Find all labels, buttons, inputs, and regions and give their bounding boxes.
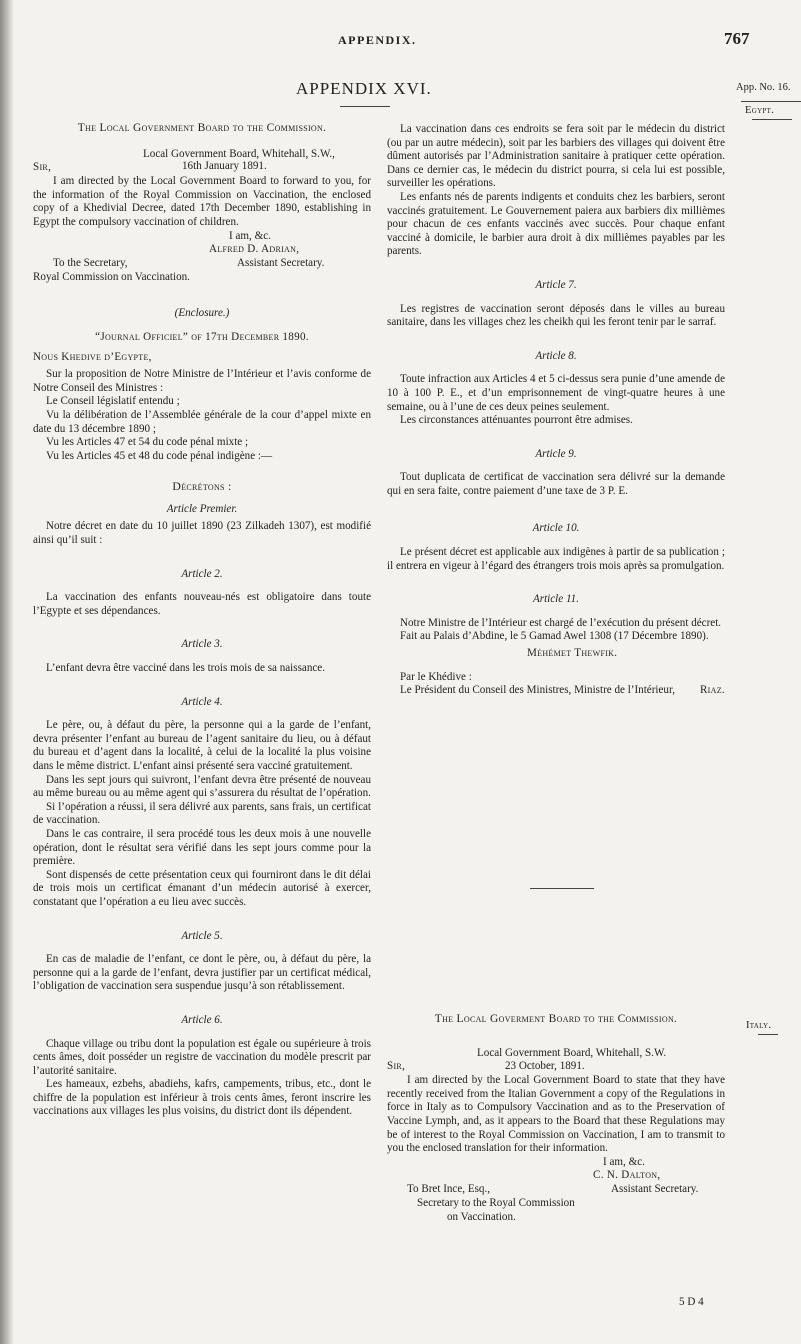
egypt-letter-heading: The Local Government Board to the Commission. xyxy=(77,122,327,134)
egypt-letter-body: I am directed by the Local Government Board to forward to you, for the information of the Royal Commission on Vaccination, the enclosed copy of a Khedivial Decree, dated 17th December 1890, establishing in Egypt the compulsory vaccination of children. xyxy=(33,175,371,228)
decree-signature-riaz: Riaz. xyxy=(699,683,725,696)
decree-recital-4: Vu les Articles 47 et 54 du code pénal mixte ; xyxy=(46,436,249,449)
article-1-title: Article Premier. xyxy=(166,502,238,515)
egypt-address: Local Government Board, Whitehall, S.W., xyxy=(143,147,335,160)
article-1-text: Notre décret en date du 10 juillet 1890 (23 Zilkadeh 1307), est modifié ainsi qu’il suit : xyxy=(33,520,371,547)
italy-closing: I am, &c. xyxy=(603,1155,645,1168)
left-column xyxy=(33,122,371,1119)
article-11-text: Notre Ministre de l’Intérieur est chargé de l’exécution du présent décret. xyxy=(400,616,722,629)
margin-rule xyxy=(741,101,801,102)
margin-egypt: Egypt. xyxy=(745,105,775,116)
article-6-para-2: Les hameaux, ezbehs, abadiehs, kafrs, campements, tribus, etc., dont le chiffre de la population est inférieur à trois cents âmes, feront inscrire les vaccinations aux villages les plus voisins, du district dont ils dépendent. xyxy=(33,1078,371,1118)
decree-signature-thewfik: Méhémet Thewfik. xyxy=(527,647,618,660)
decree-president: Le Président du Conseil des Ministres, Ministre de l’Intérieur, xyxy=(400,684,675,697)
article-2-text: La vaccination des enfants nouveau-nés est obligatoire dans toute l’Egypte et ses dépendances. xyxy=(33,591,371,617)
decree-recital-3: Vu la délibération de l’Assemblée générale de la cour d’appel mixte en date du 13 décembre 1890 ; xyxy=(33,408,371,435)
italy-date: 23 October, 1891. xyxy=(505,1060,585,1073)
right-column xyxy=(387,123,725,697)
margin-rule-italy xyxy=(758,1034,778,1035)
decree-par-khedive: Par le Khédive : xyxy=(400,670,472,683)
nous-khedive: Nous Khedive d’Egypte, xyxy=(33,350,152,363)
italy-addressee-line2: Secretary to the Royal Commission xyxy=(417,1196,575,1209)
article-9-title: Article 9. xyxy=(535,447,577,460)
page-number: 767 xyxy=(724,29,750,48)
decretons: Décrétons : xyxy=(172,479,232,494)
decree-recital-1: Sur la proposition de Notre Ministre de l’Intérieur et l’avis conforme de Notre Conseil des Ministres : xyxy=(33,368,371,394)
italy-letter-body: I am directed by the Local Government Board to state that they have recently received from the Italian Government a copy of the Regulations in force in Italy as to Compulsory Vaccination and as to the Preservation of Vaccine Lymph, and, as it appears to the Board that these Regulations may be of interest to the Royal Commission on Vaccination, I am to transmit to you the enclosed translation for their information. xyxy=(387,1074,725,1155)
article-4-title: Article 4. xyxy=(181,695,223,708)
margin-italy: Italy. xyxy=(746,1020,772,1031)
article-4-para-4: Dans le cas contraire, il sera procédé tous les deux mois à une nouvelle opération, dont le résultat sera vérifié dans les sept jours comme pour la première. xyxy=(33,827,371,868)
appendix-title: APPENDIX XVI. xyxy=(296,79,432,98)
italy-salutation: Sir, xyxy=(387,1060,406,1073)
article-8-para-1: Toute infraction aux Articles 4 et 5 ci-dessus sera punie d’une amende de 10 à 100 P. E., et d’un emprisonnement de vingt-quatre heures à une semaine, ou à l’une de ces deux peines seulement. xyxy=(387,373,725,413)
journal-officiel: “Journal Officiel” of 17th December 1890. xyxy=(95,330,309,343)
egypt-signatory-title: Assistant Secretary. xyxy=(237,256,325,269)
article-6-para-3: La vaccination dans ces endroits se fera soit par le médecin du district (ou par un autre médecin), soit par les barbiers des villages qui doivent être dûment autorisés par l’Administration sanitaire à pratiquer cette opération. Dans ce dernier cas, le médecin du district pourra, si cela lui est possible, surveiller les opérations. xyxy=(387,123,725,190)
title-rule xyxy=(340,106,390,107)
italy-letter-heading: The Local Goverment Board to the Commission. xyxy=(434,1013,678,1025)
article-9-text: Tout duplicata de certificat de vaccination sera délivré sur la demande qui en sera faite, contre paiement d’une taxe de 3 P. E. xyxy=(387,471,725,497)
italy-address: Local Government Board, Whitehall, S.W. xyxy=(477,1046,667,1059)
running-head: APPENDIX. xyxy=(338,33,417,47)
italy-addressee-line3: on Vaccination. xyxy=(447,1210,516,1223)
egypt-date: 16th January 1891. xyxy=(182,160,267,173)
egypt-salutation: Sir, xyxy=(33,161,52,174)
article-6-para-1: Chaque village ou tribu dont la population est égale ou supérieure à trois cents âmes, doit posséder un registre de vaccination du modèle prescrit par l’autorité sanitaire. xyxy=(33,1037,371,1077)
signature-mark: 5 D 4 xyxy=(679,1296,704,1308)
egypt-addressee: To the Secretary, xyxy=(53,256,128,269)
section-divider-rule xyxy=(530,888,594,889)
article-3-title: Article 3. xyxy=(181,638,223,651)
article-10-title: Article 10. xyxy=(532,522,580,535)
article-4-para-2: Dans les sept jours qui suivront, l’enfant devra être présenté de nouveau au même bureau ou au même agent qui s’assurera du résultat de l’opération. xyxy=(33,773,371,800)
egypt-signature: Alfred D. Adrian, xyxy=(209,243,300,256)
article-6-para-4: Les enfants nés de parents indigents et conduits chez les barbiers, seront vaccinés gratuitement. Le Gouvernement paiera aux barbiers dix millièmes pour chacun de ces enfants vaccinés avec succès. Pour chaque enfant vacciné à domicile, le barbier aura droit à dix millièmes payables par les parents. xyxy=(387,190,725,258)
article-5-title: Article 5. xyxy=(181,929,223,942)
scan-edge-shadow xyxy=(0,0,14,1344)
article-10-text: Le présent décret est applicable aux indigènes à partir de sa publication ; il entrera en vigeur à l’égard des étrangers trois mois après sa promulgation. xyxy=(387,546,725,572)
article-7-text: Les registres de vaccination seront déposés dans le villes au bureau sanitaire, dans les villages chez les cheikh qui les feront tenir par le sarraf. xyxy=(387,302,725,329)
egypt-addressee-line2: Royal Commission on Vaccination. xyxy=(33,270,190,283)
article-11-title: Article 11. xyxy=(532,593,579,606)
article-7-title: Article 7. xyxy=(535,278,577,291)
decree-recital-2: Le Conseil législatif entendu ; xyxy=(46,395,180,408)
article-3-text: L’enfant devra être vacciné dans les trois mois de sa naissance. xyxy=(46,662,325,675)
decree-fait: Fait au Palais d’Abdine, le 5 Gamad Awel 1308 (17 Décembre 1890). xyxy=(400,630,709,643)
italy-signatory-title: Assistant Secretary. xyxy=(611,1182,699,1195)
article-6-title: Article 6. xyxy=(181,1013,223,1026)
article-4-para-5: Sont dispensés de cette présentation ceux qui fourniront dans le dit délai de trois mois un certificat émanant d’un médecin autorisé à exercer, constatant que l’opération a eu lieu avec succès. xyxy=(33,868,371,908)
article-4-para-3: Si l’opération a réussi, il sera délivré aux parents, sans frais, un certificat de vaccination. xyxy=(33,800,371,827)
margin-rule-egypt xyxy=(752,119,792,120)
article-8-para-2: Les circonstances atténuantes pourront être admises. xyxy=(400,414,633,427)
italy-addressee: To Bret Ince, Esq., xyxy=(407,1182,491,1195)
egypt-closing: I am, &c. xyxy=(229,229,271,242)
decree-recital-5: Vu les Articles 45 et 48 du code pénal indigène :— xyxy=(46,449,273,462)
margin-app-no: App. No. 16. xyxy=(736,82,791,93)
enclosure-label: (Enclosure.) xyxy=(174,307,230,320)
article-8-title: Article 8. xyxy=(535,349,577,362)
italy-signature: C. N. Dalton, xyxy=(593,1169,661,1182)
article-5-text: En cas de maladie de l’enfant, ce dont le père, ou, à défaut du père, la personne qui a la garde de l’enfant, devra justifier par un certificat médical, l’obligation de vaccination sera suspendue jusqu’à son rétablissement. xyxy=(33,953,371,993)
article-4-para-1: Le père, ou, à défaut du père, la personne qui a la garde de l’enfant, devra présenter l’enfant au bureau de l’agent sanitaire du lieu, ou à défaut du bureau et d’agent dans la localité, à celui de la localité la plus voisine dans le même district. L’enfant ainsi présenté sera vacciné gratuitement. xyxy=(33,719,371,772)
italy-letter xyxy=(387,1013,725,1224)
article-2-title: Article 2. xyxy=(181,567,223,580)
